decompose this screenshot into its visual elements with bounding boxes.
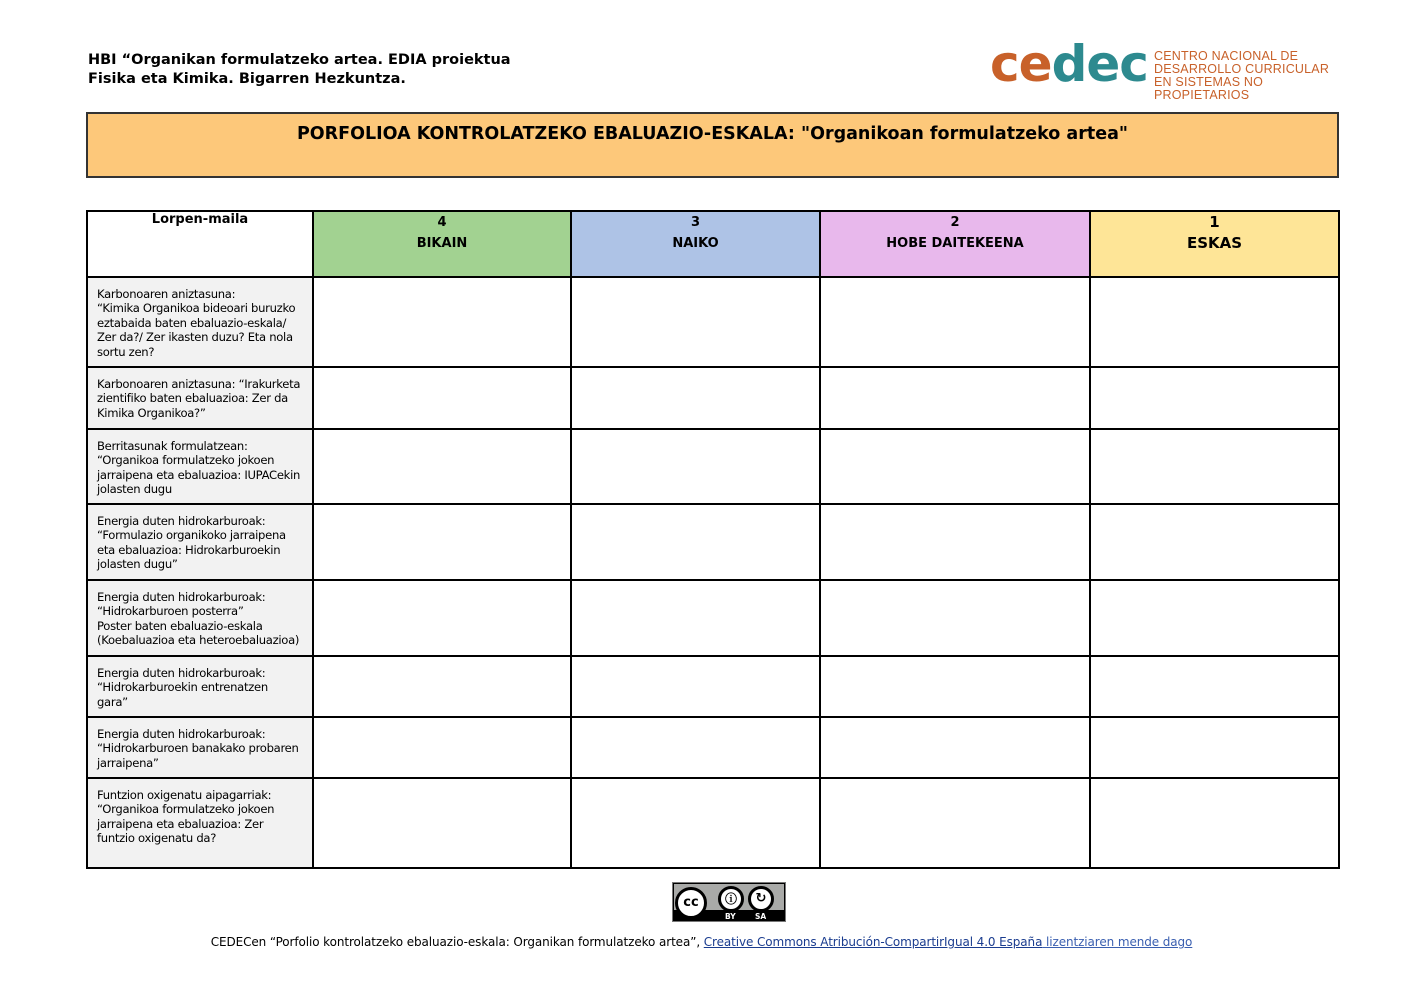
score-cell[interactable] xyxy=(313,504,571,580)
table-row xyxy=(87,778,1339,868)
criterion-cell xyxy=(87,580,313,656)
criterion-line: “Formulazio organikoko jarraipena xyxy=(97,528,286,543)
criterion-line: Karbonoaren aniztasuna: xyxy=(97,287,236,301)
criterion-line: Berritasunak formulatzean: xyxy=(97,439,248,453)
header-line-1: HBI “Organikan formulatzeko artea. EDIA proiektua xyxy=(88,52,511,68)
score-cell[interactable] xyxy=(820,277,1090,367)
page-title: PORFOLIOA KONTROLATZEKO EBALUAZIO-ESKALA: "Organikoan formulatzeko artea" xyxy=(296,124,1129,144)
criterion-line: jolasten dugu xyxy=(97,482,172,497)
criterion-line: Funtzion oxigenatu aipagarriak: xyxy=(97,788,272,802)
score-cell[interactable] xyxy=(1090,580,1339,656)
score-cell[interactable] xyxy=(820,580,1090,656)
score-cell[interactable] xyxy=(571,429,820,504)
license-footer xyxy=(0,935,1403,949)
level-header-1: 1 ESKAS xyxy=(1090,211,1339,277)
score-cell[interactable] xyxy=(571,580,820,656)
criterion-line: Kimika Organikoa?” xyxy=(97,405,206,420)
by-label: BY xyxy=(725,912,736,921)
cc-by-sa-badge[interactable] xyxy=(672,882,786,922)
score-cell[interactable] xyxy=(313,429,571,504)
evaluation-rubric-table xyxy=(86,210,1340,869)
cedec-wordmark: cedec xyxy=(990,35,1148,93)
footer-text: CEDECen “Porfolio kontrolatzeko ebaluazio-eskala: Organikan formulatzeko artea”, xyxy=(210,935,704,949)
score-cell[interactable] xyxy=(1090,504,1339,580)
score-cell[interactable] xyxy=(820,778,1090,868)
rubric-body xyxy=(87,277,1339,868)
criterion-line: Poster baten ebaluazio-eskala xyxy=(97,618,263,633)
level-header-3: 3 NAIKO xyxy=(571,211,820,277)
score-cell[interactable] xyxy=(313,778,571,868)
criterion-line: eztabaida baten ebaluazio-eskala/ xyxy=(97,315,287,330)
criterion-cell xyxy=(87,429,313,504)
score-cell[interactable] xyxy=(313,367,571,429)
license-link[interactable]: Creative Commons Atribución-CompartirIgual 4.0 España xyxy=(703,935,1043,949)
score-cell[interactable] xyxy=(1090,429,1339,504)
score-cell[interactable] xyxy=(313,717,571,778)
level-header-4: 4 BIKAIN xyxy=(313,211,571,277)
table-row xyxy=(87,367,1339,429)
cc-icon: cc xyxy=(675,887,707,919)
score-cell[interactable] xyxy=(1090,277,1339,367)
criterion-line: “Hidrokarburoen posterra” xyxy=(97,604,244,619)
score-cell[interactable] xyxy=(571,277,820,367)
criterion-line: Energia duten hidrokarburoak: xyxy=(97,590,266,604)
table-row xyxy=(87,717,1339,778)
score-cell[interactable] xyxy=(1090,656,1339,717)
license-link-suffix[interactable]: lizentziaren mende dago xyxy=(1042,935,1193,949)
criterion-cell xyxy=(87,778,313,868)
criterion-cell xyxy=(87,504,313,580)
criterion-line: zientifiko baten ebaluazioa: Zer da xyxy=(97,391,288,406)
score-cell[interactable] xyxy=(313,277,571,367)
criterion-line: (Koebaluazioa eta heteroebaluazioa) xyxy=(97,633,300,648)
sa-label: SA xyxy=(755,912,767,921)
criterion-line: sortu zen? xyxy=(97,344,155,359)
score-cell[interactable] xyxy=(571,656,820,717)
cedec-logo xyxy=(990,35,1340,102)
criterion-line: jarraipena” xyxy=(97,755,159,770)
score-cell[interactable] xyxy=(820,367,1090,429)
attribution-icon: ⓘ xyxy=(718,886,744,912)
level-header-2: 2 HOBE DAITEKEENA xyxy=(820,211,1090,277)
title-banner xyxy=(86,112,1339,178)
criterion-line: “Hidrokarburoen banakako probaren xyxy=(97,741,299,756)
score-cell[interactable] xyxy=(313,656,571,717)
table-row xyxy=(87,656,1339,717)
criterion-cell xyxy=(87,367,313,429)
criterion-line: Karbonoaren aniztasuna: “Irakurketa xyxy=(97,377,301,391)
score-cell[interactable] xyxy=(820,429,1090,504)
criterion-line: Energia duten hidrokarburoak: xyxy=(97,666,266,680)
score-cell[interactable] xyxy=(820,656,1090,717)
score-cell[interactable] xyxy=(313,580,571,656)
share-alike-icon: ↻ xyxy=(748,886,774,912)
criterion-line: funtzio oxigenatu da? xyxy=(97,831,217,846)
criterion-cell xyxy=(87,277,313,367)
score-cell[interactable] xyxy=(1090,717,1339,778)
header-line-2: Fisika eta Kimika. Bigarren Hezkuntza. xyxy=(88,71,406,87)
criterion-line: eta ebaluazioa: Hidrokarburoekin xyxy=(97,542,281,557)
table-row xyxy=(87,504,1339,580)
score-cell[interactable] xyxy=(1090,367,1339,429)
cedec-tagline: CENTRO NACIONAL DE DESARROLLO CURRICULAR EN SISTEMAS NO PROPIETARIOS xyxy=(1154,49,1330,102)
score-cell[interactable] xyxy=(1090,778,1339,868)
criterion-line: “Organikoa formulatzeko jokoen xyxy=(97,453,275,468)
table-row xyxy=(87,277,1339,367)
score-cell[interactable] xyxy=(571,504,820,580)
criterion-line: jarraipena eta ebaluazioa: Zer xyxy=(97,816,264,831)
criterion-line: jarraipena eta ebaluazioa: IUPACekin xyxy=(97,467,301,482)
score-cell[interactable] xyxy=(571,717,820,778)
table-row xyxy=(87,429,1339,504)
document-header xyxy=(88,51,511,89)
criterion-line: Energia duten hidrokarburoak: xyxy=(97,514,266,528)
criterion-cell xyxy=(87,656,313,717)
score-cell[interactable] xyxy=(571,367,820,429)
criterion-line: Zer da?/ Zer ikasten duzu? Eta nola xyxy=(97,330,293,345)
criterion-line: Energia duten hidrokarburoak: xyxy=(97,727,266,741)
table-row xyxy=(87,580,1339,656)
corner-label: Lorpen-maila xyxy=(87,211,313,277)
score-cell[interactable] xyxy=(571,778,820,868)
score-cell[interactable] xyxy=(820,504,1090,580)
criterion-line: “Kimika Organikoa bideoari buruzko xyxy=(97,301,296,316)
criterion-line: jolasten dugu” xyxy=(97,557,178,572)
criterion-line: “Hidrokarburoekin entrenatzen xyxy=(97,680,268,695)
criterion-cell xyxy=(87,717,313,778)
criterion-line: “Organikoa formulatzeko jokoen xyxy=(97,802,275,817)
score-cell[interactable] xyxy=(820,717,1090,778)
criterion-line: gara” xyxy=(97,694,128,709)
table-header-row xyxy=(87,211,1339,277)
